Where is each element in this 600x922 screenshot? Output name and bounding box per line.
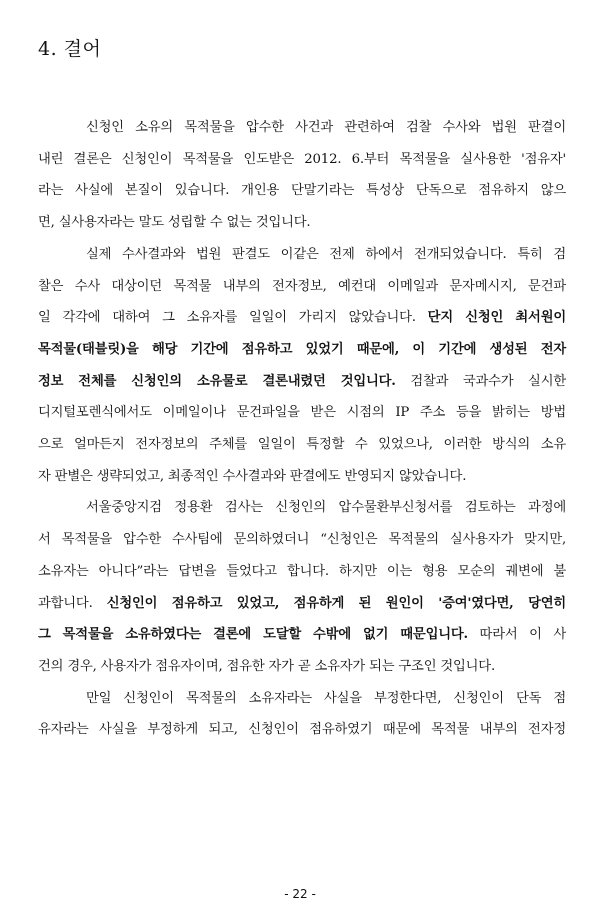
text-line [38,714,566,746]
bold-text-run: 목적물(태블릿)을 해당 기간에 점유하고 있었기 때문에, 이 기간에 생성된 전자 [38,341,566,357]
text-run: 찰은 수사 대상이던 목적물 내부의 전자정보, 예컨대 이메일과 문자메시지, 문건파 [38,278,566,294]
text-run: 만일 신청인이 목적물의 소유자라는 사실을 부정한다면, 신청인이 단독 점 [86,690,566,706]
text-run: 건의 경우, 사용자가 점유자이며, 점유한 자가 곧 소유자가 되는 구조인 것입니다. [38,658,495,674]
text-line [38,683,566,715]
text-line [38,492,566,524]
text-run: 디지털포렌식에서도 이메일이나 문건파일을 받은 시점의 IP 주소 등을 밝히는 방법 [38,405,566,421]
text-line [38,366,566,398]
text-line [38,271,566,303]
text-run: 유자라는 사실을 부정하게 되고, 신청인이 점유하였기 때문에 목적물 내부의 전자정 [38,722,566,738]
text-run: 자 판별은 생략되었고, 최종적인 수사결과와 판결에도 반영되지 않았습니다. [38,468,467,484]
text-line [38,588,566,620]
text-run: 검찰과 국과수가 실시한 [395,373,566,389]
text-line [38,239,566,271]
page-number: - 22 - [284,887,316,901]
paragraph-1 [38,112,566,239]
text-line [38,302,566,334]
text-line [38,524,566,556]
text-line [38,651,566,683]
paragraph-2 [38,239,566,493]
text-run: 과합니다. [38,595,107,611]
text-line [38,556,566,588]
text-line: 면, 실사용자라는 말도 성립할 수 없는 것입니다. [38,215,311,231]
text-run: 서 목적물을 압수한 수사팀에 문의하였더니 “신청인은 목적물의 실사용자가 맞지만, [38,532,566,548]
text-line: 신청인 소유의 목적물을 압수한 사건과 관련하여 검찰 수사와 법원 판결이 [86,120,566,135]
bold-text-run: 정보 전체를 신청인의 소유물로 결론내렸던 것입니다. [38,373,396,389]
text-line [38,619,566,651]
text-line [38,334,566,366]
bold-text-run: 신청인이 점유하고 있었고, 점유하게 된 원인이 '증여'였다면, 당연히 [106,595,567,611]
text-run: 으로 얼마든지 전자정보의 주체를 일일이 특정할 수 있었으나, 이러한 방식의 소유 [38,437,566,453]
paragraph-4 [38,683,566,746]
text-run: 실제 수사결과와 법원 판결도 이같은 전제 하에서 전개되었습니다. 특히 검 [86,246,566,262]
text-line [38,397,566,429]
bold-text-run: 단지 신청인 최서원이 [427,310,566,326]
text-line: 내린 결론은 신청인이 목적물을 인도받은 2012. 6.부터 목적물을 실사용한 '점유자' [38,151,566,167]
text-line [38,461,566,493]
text-run: 서울중앙지검 정용환 검사는 신청인의 압수물환부신청서를 검토하는 과정에 [86,500,566,516]
paragraph-3 [38,492,566,682]
text-line: 라는 사실에 본질이 있습니다. 개인용 단말기라는 특성상 단독으로 점유하지 않으 [38,183,566,199]
text-line [38,429,566,461]
text-run: 따라서 이 사 [467,627,566,643]
bold-text-run: 그 목적물을 소유하였다는 결론에 도달할 수밖에 없기 때문입니다. [38,627,468,643]
text-run: 소유자는 아니다”라는 답변을 들었다고 합니다. 하지만 이는 형용 모순의 궤변에 불 [38,563,566,579]
text-run: 일 각각에 대하여 그 소유자를 일일이 가리지 않았습니다. [38,310,428,326]
section-heading: 4. 결어 [38,38,102,60]
document-body [38,112,566,746]
